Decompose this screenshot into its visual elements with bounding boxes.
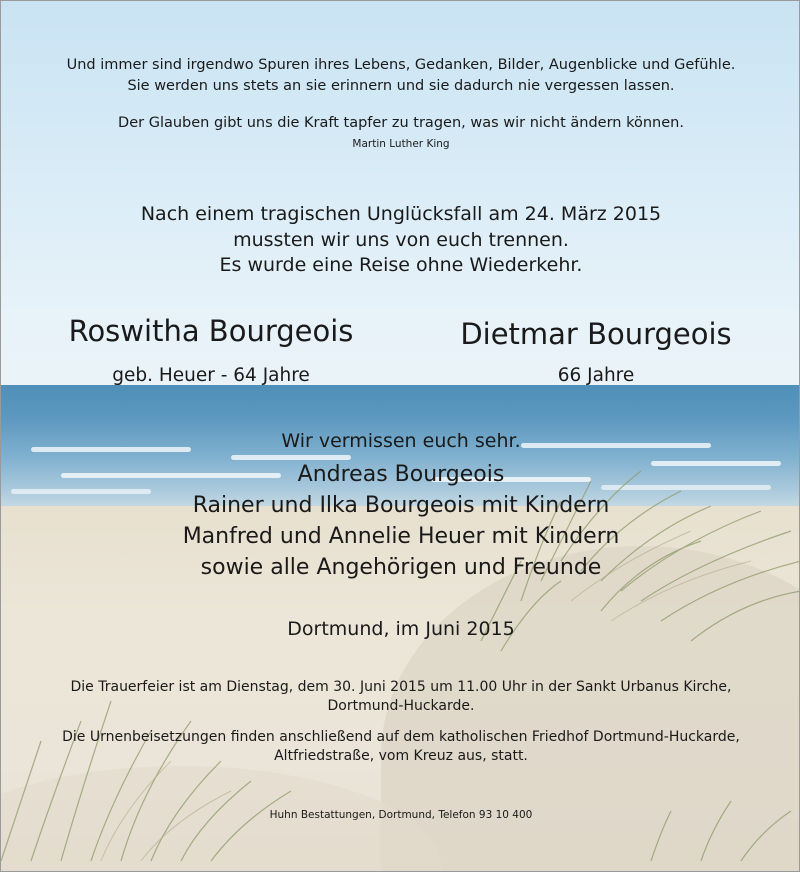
mourner-name: Rainer und Ilka Bourgeois mit Kindern	[192, 493, 610, 518]
announcement-line: Es wurde eine Reise ohne Wiederkehr.	[219, 254, 583, 276]
ceremony-line: Die Trauerfeier ist am Dienstag, dem 30. Juni 2015 um 11.00 Uhr in der Sankt Urbanus Kirche,	[70, 679, 732, 695]
announcement-line: Nach einem tragischen Unglücksfall am 24. März 2015	[140, 203, 662, 225]
quote-line: Sie werden uns stets an sie erinnern und sie dadurch nie vergessen lassen.	[127, 78, 675, 94]
mourner-name: Andreas Bourgeois	[297, 462, 505, 487]
deceased-name: Roswitha Bourgeois	[68, 314, 354, 348]
quote-line: Der Glauben gibt uns die Kraft tapfer zu tragen, was wir nicht ändern können.	[118, 115, 684, 131]
funeral-home-footer: Huhn Bestattungen, Dortmund, Telefon 93 10 400	[269, 809, 533, 821]
deceased-detail: geb. Heuer - 64 Jahre	[112, 365, 310, 386]
quote-line: Und immer sind irgendwo Spuren ihres Lebens, Gedanken, Bilder, Augenblicke und Gefühle.	[66, 57, 736, 73]
deceased-name: Dietmar Bourgeois	[460, 317, 732, 351]
mourner-name: Manfred und Annelie Heuer mit Kindern	[182, 524, 620, 549]
ceremony-line: Die Urnenbeisetzungen finden anschließend auf dem katholischen Friedhof Dortmund-Huckarde,	[62, 729, 740, 745]
mourners-intro: Wir vermissen euch sehr.	[281, 430, 521, 452]
ceremony-line: Dortmund-Huckarde.	[327, 698, 475, 714]
announcement-line: mussten wir uns von euch trennen.	[233, 229, 569, 251]
place-date: Dortmund, im Juni 2015	[287, 618, 515, 640]
quote-author: Martin Luther King	[352, 138, 450, 150]
deceased-detail: 66 Jahre	[557, 365, 635, 386]
ceremony-line: Altfriedstraße, vom Kreuz aus, statt.	[274, 748, 528, 764]
mourner-name: sowie alle Angehörigen und Freunde	[200, 555, 602, 580]
